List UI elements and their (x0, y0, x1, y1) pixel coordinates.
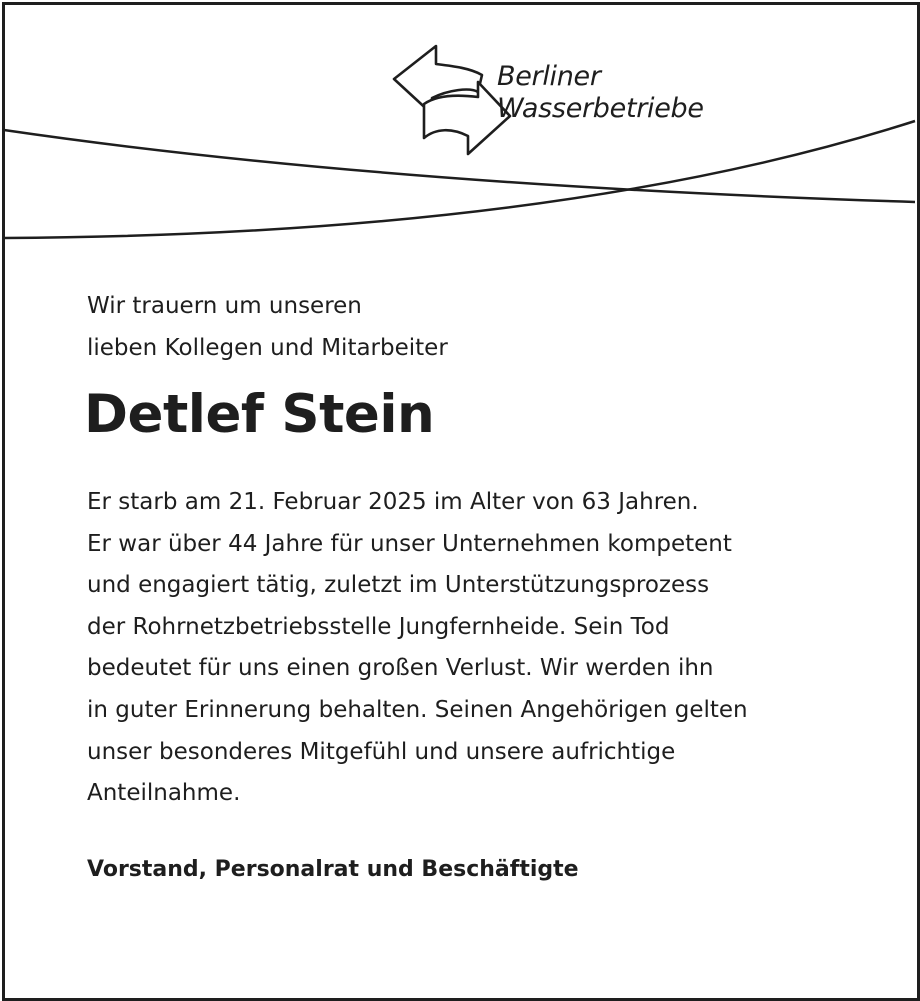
body-line: der Rohrnetzbetriebsstelle Jungfernheide. Sein Tod (87, 613, 670, 640)
signature: Vorstand, Personalrat und Beschäftigte (87, 857, 579, 882)
body-line: Er war über 44 Jahre für unser Unternehmen kompetent (87, 530, 732, 557)
deceased-name: Detlef Stein (84, 384, 435, 445)
body-line: in guter Erinnerung behalten. Seinen Angehörigen gelten (87, 696, 748, 723)
intro-line: Wir trauern um unseren (87, 293, 362, 319)
logo-text-line1: Berliner (497, 61, 601, 92)
double-arrow-icon (394, 46, 510, 154)
body-line: Er starb am 21. Februar 2025 im Alter von 63 Jahren. (87, 489, 699, 515)
intro-line: lieben Kollegen und Mitarbeiter (87, 335, 448, 361)
body-line: unser besonderes Mitgefühl und unsere aufrichtige (87, 738, 676, 765)
obituary-body (87, 482, 748, 815)
header-curves (0, 0, 920, 260)
body-line: bedeutet für uns einen großen Verlust. Wir werden ihn (87, 655, 714, 682)
intro-text (87, 285, 448, 369)
logo-text-line2: Wasserbetriebe (497, 93, 704, 124)
body-line: Anteilnahme. (87, 780, 241, 807)
wave-curve-upper (4, 130, 915, 202)
body-line: und engagiert tätig, zuletzt im Unterstützungsprozess (87, 572, 710, 599)
